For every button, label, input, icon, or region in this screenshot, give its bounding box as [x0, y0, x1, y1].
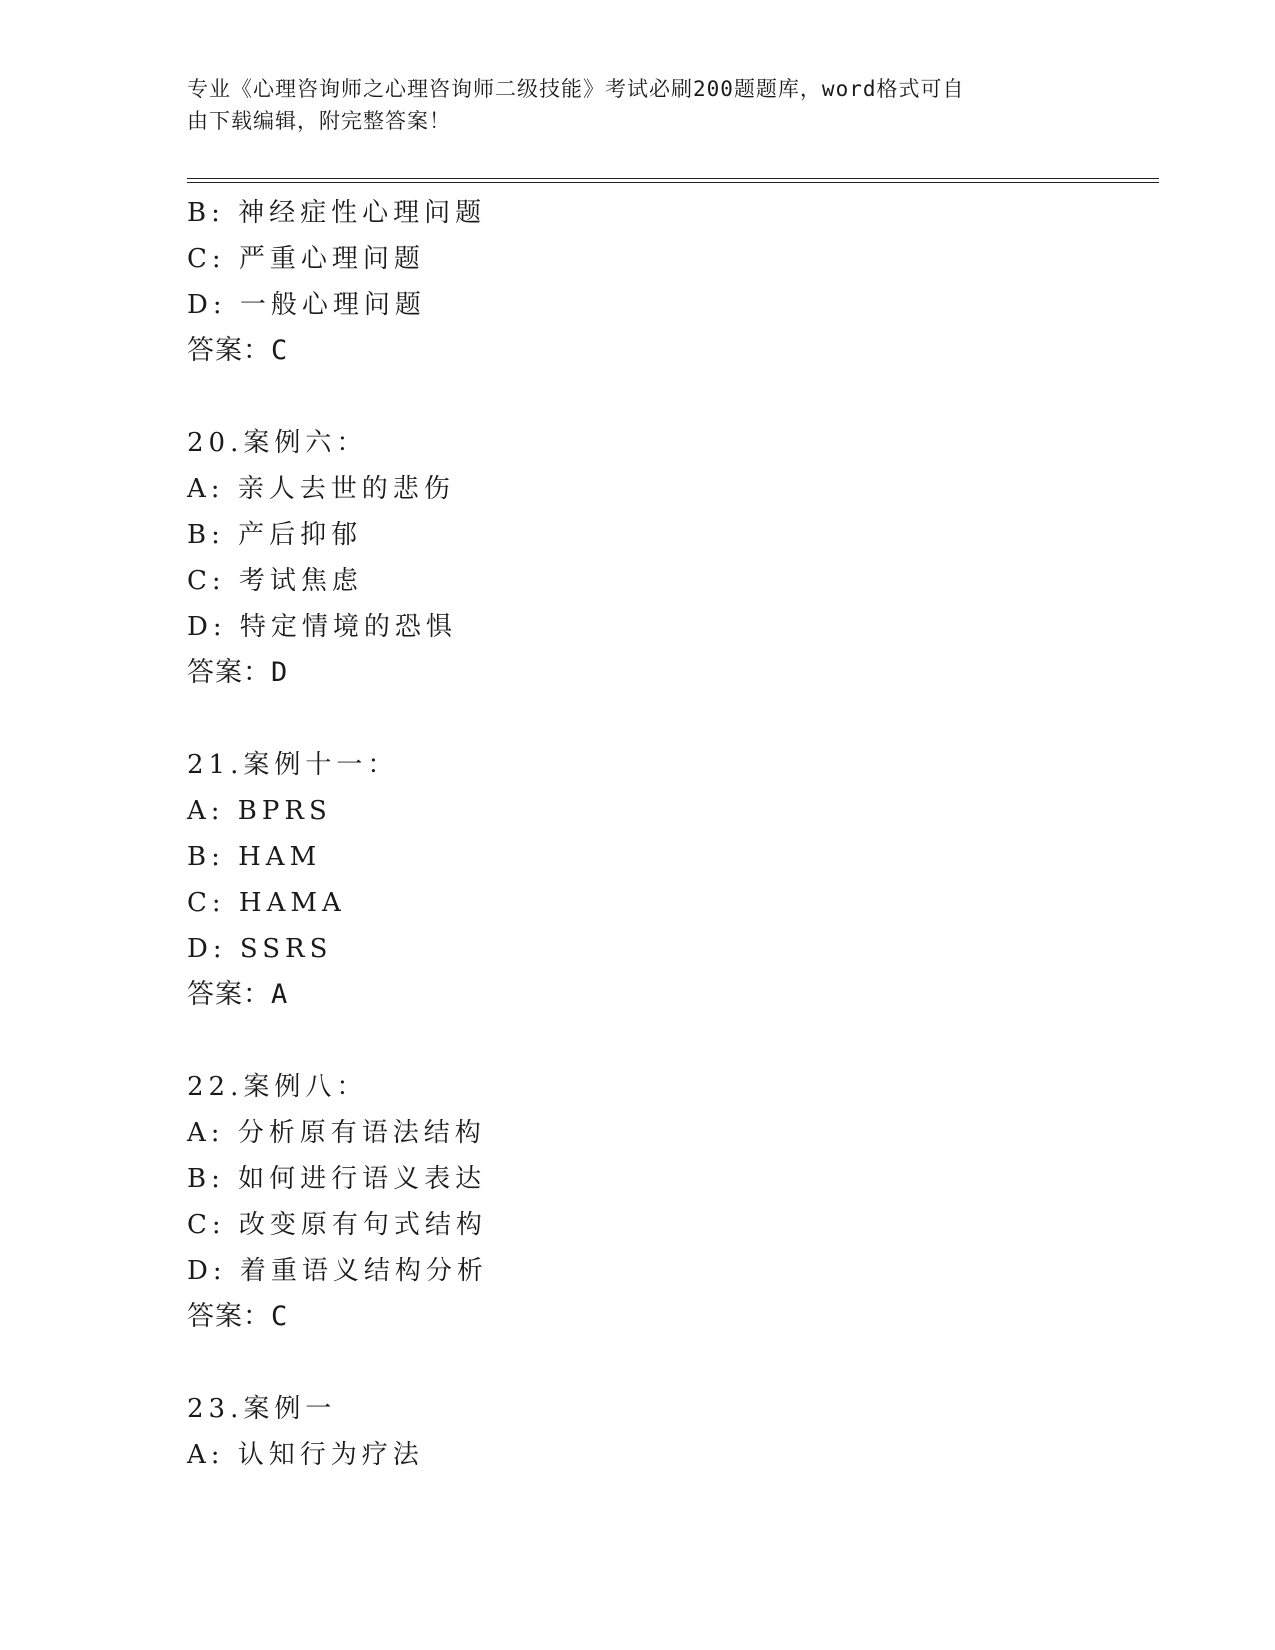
- option-d: D: SSRS: [187, 934, 333, 964]
- option-d: D: 一般心理问题: [187, 290, 426, 320]
- option-c: C: 考试焦虑: [187, 566, 363, 596]
- option-d: D: 着重语义结构分析: [187, 1256, 488, 1286]
- option-c: C: 严重心理问题: [187, 244, 425, 274]
- header-line-2: 由下载编辑，附完整答案！: [187, 109, 451, 133]
- option-a: A: 分析原有语法结构: [187, 1118, 486, 1148]
- question-21: [187, 742, 1159, 1018]
- question-title: 23.案例一: [187, 1394, 337, 1424]
- option-c: C: HAMA: [187, 888, 346, 918]
- option-b: B: 产后抑郁: [187, 520, 363, 550]
- question-23: [187, 1386, 1159, 1478]
- answer-line: 答案：C: [187, 335, 289, 366]
- spacer: [187, 1018, 1159, 1064]
- question-title: 20.案例六：: [187, 428, 368, 458]
- question-20: [187, 420, 1159, 696]
- spacer: [187, 374, 1159, 420]
- spacer: [187, 1340, 1159, 1386]
- answer-line: 答案：A: [187, 979, 289, 1010]
- question-19-continued: [187, 190, 1159, 374]
- question-22: [187, 1064, 1159, 1340]
- question-title: 21.案例十一：: [187, 750, 399, 780]
- option-b: B: 神经症性心理问题: [187, 198, 487, 228]
- option-b: B: HAM: [187, 842, 322, 872]
- header-divider: [187, 178, 1159, 183]
- option-a: A: 亲人去世的悲伤: [187, 474, 455, 504]
- question-title: 22.案例八：: [187, 1072, 368, 1102]
- header-line-1: 专业《心理咨询师之心理咨询师二级技能》考试必刷200题题库，word格式可自: [187, 77, 965, 101]
- option-d: D: 特定情境的恐惧: [187, 612, 457, 642]
- answer-line: 答案：D: [187, 657, 289, 688]
- option-a: A: BPRS: [187, 796, 332, 826]
- option-b: B: 如何进行语义表达: [187, 1164, 487, 1194]
- document-header: [187, 73, 1087, 137]
- answer-line: 答案：C: [187, 1301, 289, 1332]
- option-a: A: 认知行为疗法: [187, 1440, 424, 1470]
- option-c: C: 改变原有句式结构: [187, 1210, 487, 1240]
- spacer: [187, 696, 1159, 742]
- question-list: [187, 190, 1159, 1478]
